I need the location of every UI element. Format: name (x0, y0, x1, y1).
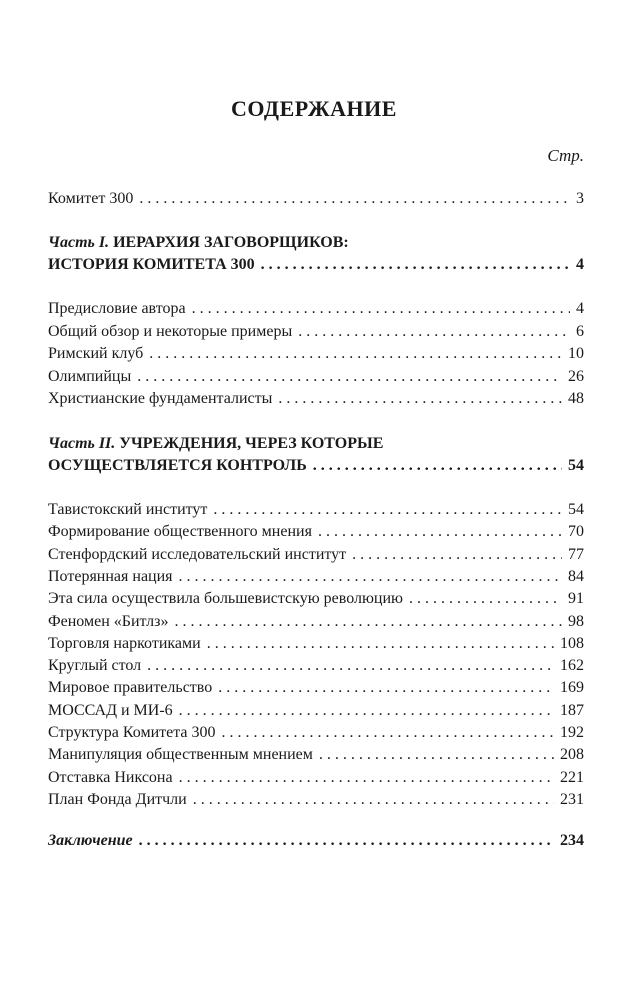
page-title: СОДЕРЖАНИЕ (231, 96, 397, 121)
leader-dots (133, 188, 570, 210)
toc-entry-intro[interactable] (48, 188, 584, 210)
toc-entry-label: Эта сила осуществила большевистскую революцию (48, 590, 403, 608)
toc-entry[interactable] (48, 321, 584, 343)
toc-entry[interactable] (48, 566, 584, 588)
toc-entry-page: 234 (560, 832, 584, 849)
leader-dots (187, 789, 554, 811)
part2-title-line2: ОСУЩЕСТВЛЯЕТСЯ КОНТРОЛЬ (48, 457, 307, 474)
toc-entry[interactable] (48, 655, 584, 677)
toc-entry[interactable] (48, 544, 584, 566)
toc-entry[interactable] (48, 298, 584, 320)
part1-heading-line1[interactable] (48, 232, 349, 254)
toc-entry-label: МОССАД и МИ-6 (48, 701, 173, 719)
toc-entry-page: 192 (560, 724, 584, 741)
toc-entry-label: Общий обзор и некоторые примеры (48, 322, 293, 340)
leader-dots (173, 767, 554, 789)
leader-dots (272, 388, 562, 410)
toc-entry[interactable] (48, 521, 584, 543)
page-column-header: Стр. (547, 146, 584, 165)
toc-entry-label: Римский клуб (48, 345, 144, 362)
part1-prefix: Часть I. (48, 234, 110, 251)
toc-entry-label: Тавистокский институт (48, 501, 208, 518)
toc-entry-label: Стенфордский исследовательский институт (48, 545, 347, 563)
leader-dots (346, 544, 562, 566)
toc-entry-page: 108 (560, 634, 584, 652)
part1-title-line1: ИЕРАРХИЯ ЗАГОВОРЩИКОВ: (109, 234, 349, 251)
leader-dots (212, 677, 554, 699)
toc-entry-label: Структура Комитета 300 (48, 724, 216, 741)
toc-entry-page: 162 (560, 657, 584, 675)
leader-dots (173, 566, 562, 588)
leader-dots (141, 655, 554, 677)
part2-title-line1: УЧРЕЖДЕНИЯ, ЧЕРЕЗ КОТОРЫЕ (115, 435, 384, 452)
toc-entry-page: 6 (576, 322, 584, 340)
part1-page: 4 (576, 256, 584, 273)
toc-entry-conclusion[interactable] (48, 830, 584, 852)
toc-entry-page: 91 (568, 590, 584, 608)
toc-entry-label: Предисловие автора (48, 300, 186, 317)
toc-entry-page: 187 (560, 701, 584, 719)
leader-dots (168, 611, 562, 633)
leader-dots (403, 588, 562, 610)
leader-dots (255, 254, 570, 276)
toc-entry-page: 208 (560, 746, 584, 764)
toc-entry-page: 4 (576, 300, 584, 317)
leader-dots (201, 633, 554, 655)
toc-entry-page: 26 (568, 367, 584, 385)
toc-entry-page: 3 (576, 190, 584, 207)
toc-entry[interactable] (48, 388, 584, 410)
toc-entry-label: Феномен «Битлз» (48, 612, 169, 630)
toc-entry-label: Манипуляция общественным мнением (48, 746, 313, 764)
leader-dots (216, 722, 554, 744)
toc-entry-label: План Фонда Дитчли (48, 790, 187, 808)
part1-heading-line2[interactable] (48, 254, 584, 276)
leader-dots (207, 499, 562, 521)
toc-entry-page: 231 (560, 790, 584, 808)
toc-entry-label: Отставка Никсона (48, 768, 173, 786)
leader-dots (131, 366, 562, 388)
toc-entry[interactable] (48, 767, 584, 789)
leader-dots (173, 700, 554, 722)
toc-entry[interactable] (48, 789, 584, 811)
toc-entry[interactable] (48, 700, 584, 722)
toc-entry[interactable] (48, 588, 584, 610)
toc-entry[interactable] (48, 677, 584, 699)
toc-entry-label: Формирование общественного мнения (48, 523, 312, 541)
part2-heading-line2[interactable] (48, 455, 584, 477)
part2-page: 54 (568, 457, 584, 474)
toc-entry-label: Мировое правительство (48, 679, 213, 697)
toc-entry-page: 84 (568, 567, 584, 585)
toc-entry-page: 48 (568, 390, 584, 407)
toc-entry-page: 98 (568, 612, 584, 630)
toc-entry-label: Торговля наркотиками (48, 634, 201, 652)
toc-entry-label: Христианские фундаменталисты (48, 390, 273, 407)
toc-entry[interactable] (48, 633, 584, 655)
toc-entry[interactable] (48, 343, 584, 365)
toc-entry-page: 54 (568, 501, 584, 518)
toc-entry[interactable] (48, 744, 584, 766)
toc-entry[interactable] (48, 366, 584, 388)
leader-dots (143, 343, 562, 365)
toc-entry[interactable] (48, 499, 584, 521)
leader-dots (292, 321, 570, 343)
toc-entry-label: Потерянная нация (48, 567, 173, 585)
toc-entry-label: Комитет 300 (48, 190, 134, 207)
toc-entry-page: 77 (568, 545, 584, 563)
toc-entry[interactable] (48, 722, 584, 744)
toc-entry-label: Олимпийцы (48, 367, 132, 385)
toc-entry-page: 221 (560, 768, 584, 786)
toc-entry-label: Круглый стол (48, 657, 142, 675)
toc-entry-page: 70 (568, 523, 584, 541)
leader-dots (307, 455, 562, 477)
toc-entry-page: 10 (568, 345, 584, 362)
part1-title-line2: ИСТОРИЯ КОМИТЕТА 300 (48, 256, 255, 273)
part2-heading-line1[interactable] (48, 433, 383, 455)
leader-dots (186, 298, 570, 320)
leader-dots (133, 830, 554, 852)
toc-entry[interactable] (48, 611, 584, 633)
leader-dots (313, 744, 554, 766)
toc-entry-label: Заключение (48, 832, 133, 849)
part2-prefix: Часть II. (48, 435, 116, 452)
toc-entry-page: 169 (560, 679, 584, 697)
leader-dots (312, 521, 562, 543)
